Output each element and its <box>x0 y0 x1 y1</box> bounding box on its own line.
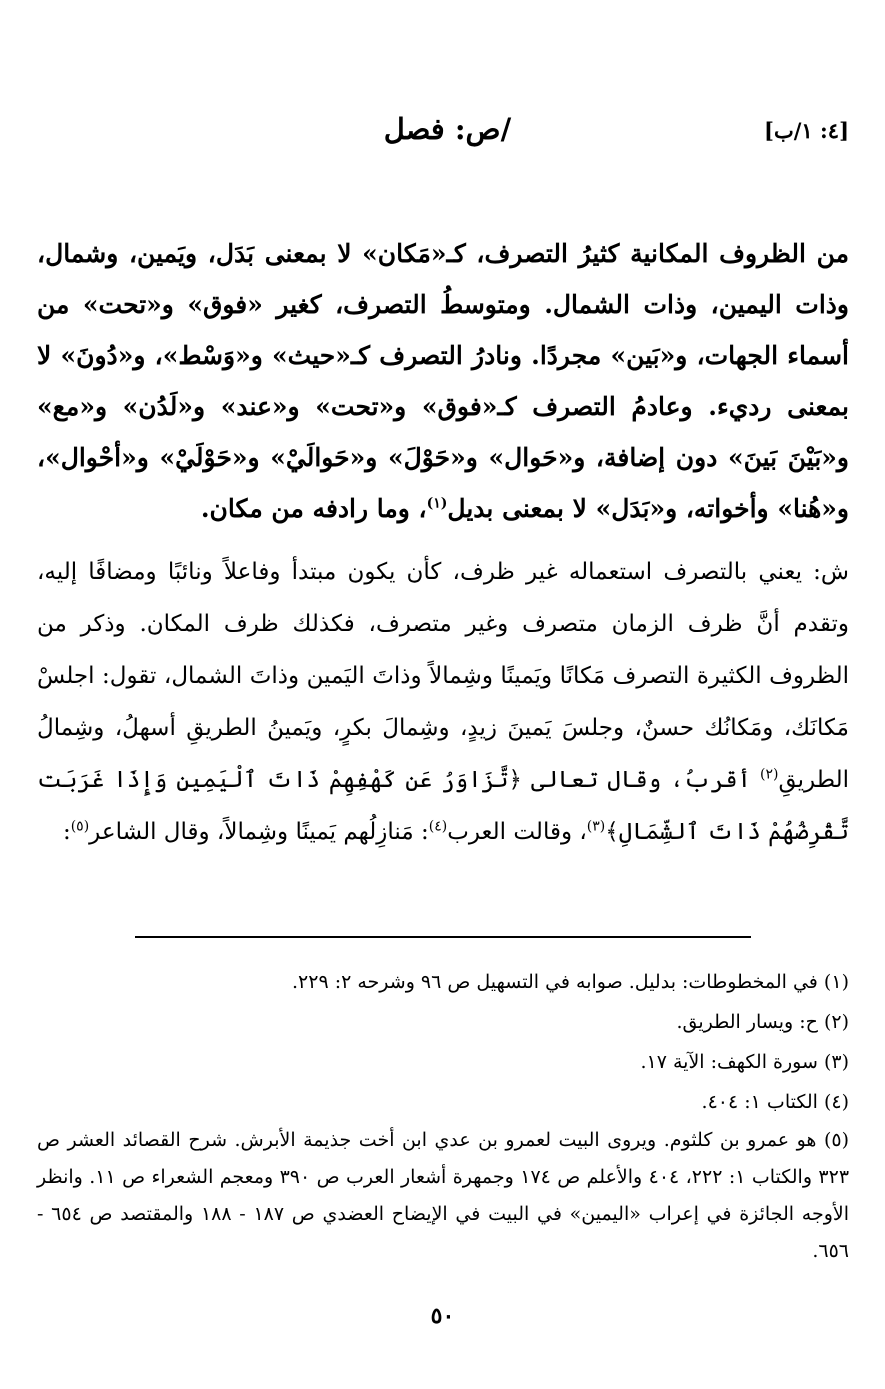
quran-verse: ﴿تَّزَاوَرُ عَن كَهْفِهِمْ ذَاتَ ٱلْيَمِينِ وَإِذَا غَرَبَت تَّقْرِضُهُمْ ذَاتَ ٱلشِّمَالِ﴾ <box>37 767 849 845</box>
footnote-marker-3: (٣) <box>586 818 606 835</box>
footnote-separator <box>135 936 751 938</box>
section-title: /ص: فصل <box>383 112 512 146</box>
footnote-marker-2: (٢) <box>759 766 779 783</box>
commentary-continuation: أقربُ، وقال تعالى <box>522 767 760 793</box>
footnote-marker-1: (١) <box>426 495 448 512</box>
folio-reference: [٤: ١/ب] <box>764 118 849 143</box>
footnotes-list <box>37 962 849 1270</box>
commentary-arabs-said: ، وقالت العرب <box>447 819 587 845</box>
commentary-body: ش: يعني بالتصرف استعماله غير ظرف، كأن يكون مبتدأ وفاعلاً ونائبًا ومضافًا إليه، وتقدم أنَّ ظرف الزمان متصرف وغير متصرف، فكذلك ظرف المكان. وذكر من الظروف الكثيرة التصرف مَكانًا ويَمينًا وشِمالاً وذاتَ اليَمين وذاتَ الشمال، تقول: اجلسْ مَكانَك، ومَكانُك حسنٌ، وجلسَ يَمينَ زيدٍ، وشِمالَ بكرٍ، ويَمينُ الطريقِ أسهلُ، وشِمالُ الطريقِ <box>37 559 849 793</box>
main-text <box>37 228 849 534</box>
commentary-colon: : <box>62 819 71 845</box>
main-text-ending: ، وما رادفه من مكان. <box>200 494 427 523</box>
footnote-marker-5: (٥) <box>70 818 90 835</box>
page-number: ٥٠ <box>430 1303 455 1329</box>
commentary-text <box>37 546 849 858</box>
commentary-poet-said: : مَنازِلُهم يَمينًا وشِمالاً، وقال الشاعر <box>89 819 429 845</box>
footnote-5: (٥) هو عمرو بن كلثوم. ويروى البيت لعمرو بن عدي ابن أخت جذيمة الأبرش. شرح القصائد العشر ص ٣٢٣ والكتاب ١: ٢٢٢، ٤٠٤ والأعلم ص ١٧٤ وجمهرة أشعار العرب ص ٣٩٠ ومعجم الشعراء ص ١١. وانظر الأوجه الجائزة في إعراب «اليمين» في البيت في الإيضاح العضدي ص ١٨٧ - ١٨٨ والمقتصد ص ٦٥٤ - ٦٥٦. <box>37 1129 850 1262</box>
footnote-marker-4: (٤) <box>428 818 448 835</box>
footnote-4: (٤) الكتاب ١: ٤٠٤. <box>701 1091 849 1113</box>
main-text-paragraph <box>37 228 849 534</box>
footnote-3: (٣) سورة الكهف: الآية ١٧. <box>640 1051 849 1073</box>
main-text-body: من الظروف المكانية كثيرُ التصرف، كـ«مَكان» لا بمعنى بَدَل، ويَمين، وشمال، وذات اليمين، وذات الشمال. ومتوسطُ التصرف، كغير «فوق» و«تحت» من أسماء الجهات، و«بَين» مجردًا. ونادرُ التصرف كـ«حيث» و«وَسْط»، و«دُونَ» لا بمعنى رديء. وعادمُ التصرف كـ«فوق» و«تحت» و«عند» و«لَدُن» و«مع» و«بَيْنَ بَينَ» دون إضافة، و«حَوال» و«حَوْلَ» و«حَوالَيْ» و«حَوْلَيْ» و«أحْوال»، و«هُنا» وأخواته، و«بَدَل» لا بمعنى بديل <box>37 239 849 523</box>
commentary-paragraph <box>37 546 849 858</box>
footnote-1: (١) في المخطوطات: بدليل. صوابه في التسهيل ص ٩٦ وشرحه ٢: ٢٢٩. <box>291 971 849 993</box>
footnote-2: (٢) ح: ويسار الطريق. <box>676 1011 849 1033</box>
